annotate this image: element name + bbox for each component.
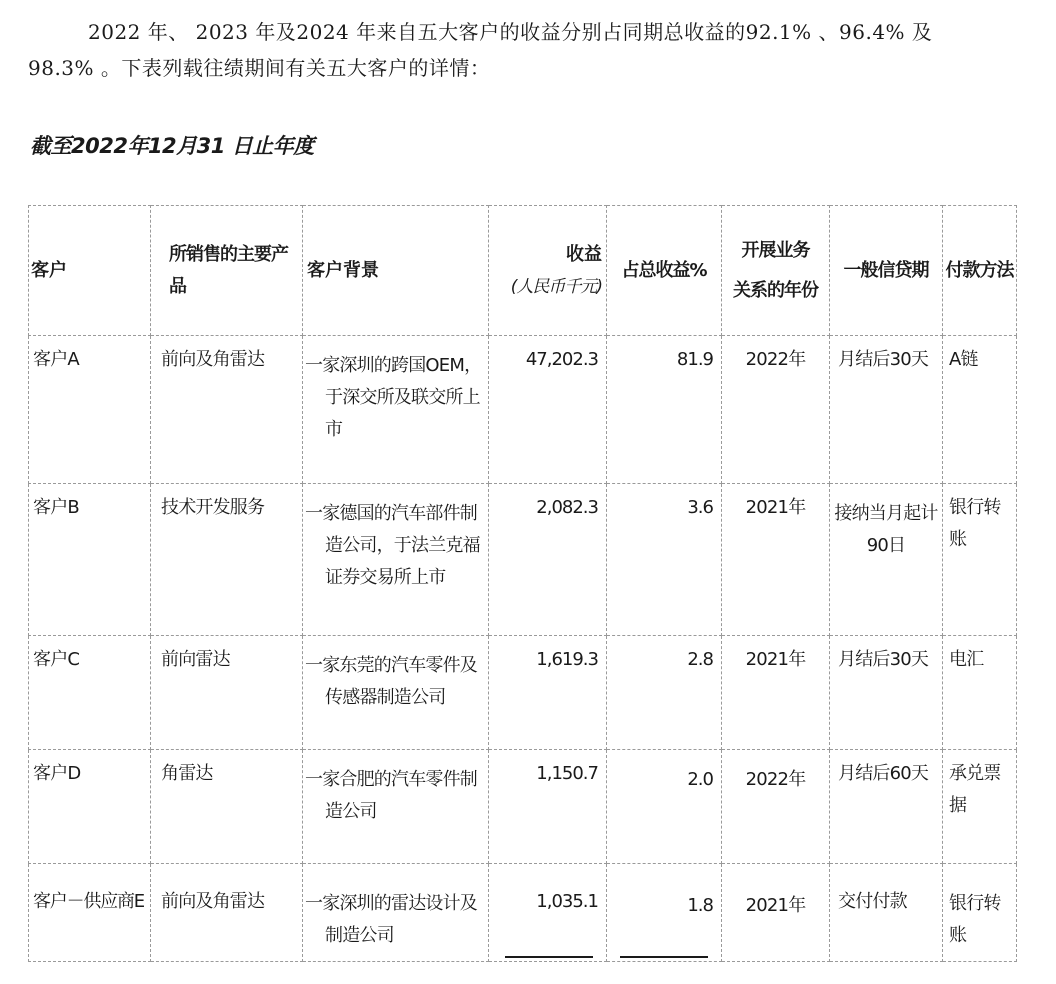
revenue-subtotal-underline [505, 956, 593, 958]
cell-payment: 承兑票据 [943, 750, 1017, 864]
cell-pct: 2.8 [607, 636, 722, 750]
intro-line-1: 2022 年、 2023 年及2024 年来自五大客户的收益分别占同期总收益的92.1% 、96.4% 及 [88, 20, 933, 44]
table-header-row [29, 206, 1017, 336]
cell-background: 一家东莞的汽车零件及传感器制造公司 [303, 636, 489, 750]
header-revenue-label: 收益 [566, 243, 602, 265]
header-background: 客户背景 [303, 206, 489, 336]
header-payment: 付款方法 [943, 206, 1017, 336]
cell-customer: 客户D [29, 750, 151, 864]
cell-background: 一家合肥的汽车零件制造公司 [303, 750, 489, 864]
cell-payment: 银行转账 [943, 484, 1017, 636]
customers-table [28, 205, 1017, 962]
table-row [29, 750, 1017, 864]
cell-product: 前向雷达 [151, 636, 303, 750]
header-customer: 客户 [29, 206, 151, 336]
cell-year: 2021年 [722, 636, 830, 750]
cell-product: 技术开发服务 [151, 484, 303, 636]
cell-background: 一家深圳的跨国OEM，于深交所及联交所上市 [303, 336, 489, 484]
cell-customer: 客户B [29, 484, 151, 636]
cell-credit: 月结后30天 [830, 336, 943, 484]
cell-product: 前向及角雷达 [151, 864, 303, 962]
header-year [722, 206, 830, 336]
cell-customer: 客户A [29, 336, 151, 484]
header-pct: 占总收益% [607, 206, 722, 336]
header-revenue-unit: (人民币千元) [510, 276, 602, 297]
cell-credit: 月结后30天 [830, 636, 943, 750]
table-row [29, 484, 1017, 636]
cell-customer: 客户C [29, 636, 151, 750]
table-row [29, 636, 1017, 750]
cell-pct: 81.9 [607, 336, 722, 484]
section-title: 截至2022年12月31 日止年度 [30, 134, 314, 158]
cell-payment: 电汇 [943, 636, 1017, 750]
cell-credit: 接纳当月起计90日 [830, 484, 943, 636]
cell-payment: 银行转账 [943, 864, 1017, 962]
cell-year: 2022年 [722, 336, 830, 484]
table-row [29, 864, 1017, 962]
header-year-line2: 关系的年份 [733, 279, 818, 301]
cell-year: 2021年 [722, 484, 830, 636]
intro-paragraph [28, 14, 1046, 86]
cell-pct: 2.0 [607, 750, 722, 864]
cell-revenue: 47,202.3 [489, 336, 607, 484]
header-product: 所销售的主要产品 [151, 206, 303, 336]
cell-credit: 月结后60天 [830, 750, 943, 864]
cell-background: 一家深圳的雷达设计及制造公司 [303, 864, 489, 962]
cell-revenue: 1,035.1 [489, 864, 607, 962]
header-revenue [489, 206, 607, 336]
cell-pct: 3.6 [607, 484, 722, 636]
cell-revenue: 1,150.7 [489, 750, 607, 864]
cell-revenue: 1,619.3 [489, 636, 607, 750]
cell-year: 2022年 [722, 750, 830, 864]
cell-product: 角雷达 [151, 750, 303, 864]
cell-credit: 交付付款 [830, 864, 943, 962]
cell-pct: 1.8 [607, 864, 722, 962]
cell-year: 2021年 [722, 864, 830, 962]
cell-payment: A链 [943, 336, 1017, 484]
header-year-line1: 开展业务 [741, 239, 810, 261]
header-credit: 一般信贷期 [830, 206, 943, 336]
intro-line-2: 98.3% 。下表列载往绩期间有关五大客户的详情： [28, 56, 491, 80]
cell-product: 前向及角雷达 [151, 336, 303, 484]
table-row [29, 336, 1017, 484]
cell-background: 一家德国的汽车部件制造公司，于法兰克福证券交易所上市 [303, 484, 489, 636]
pct-subtotal-underline [620, 956, 708, 958]
cell-revenue: 2,082.3 [489, 484, 607, 636]
cell-customer: 客户－供应商E [29, 864, 151, 962]
